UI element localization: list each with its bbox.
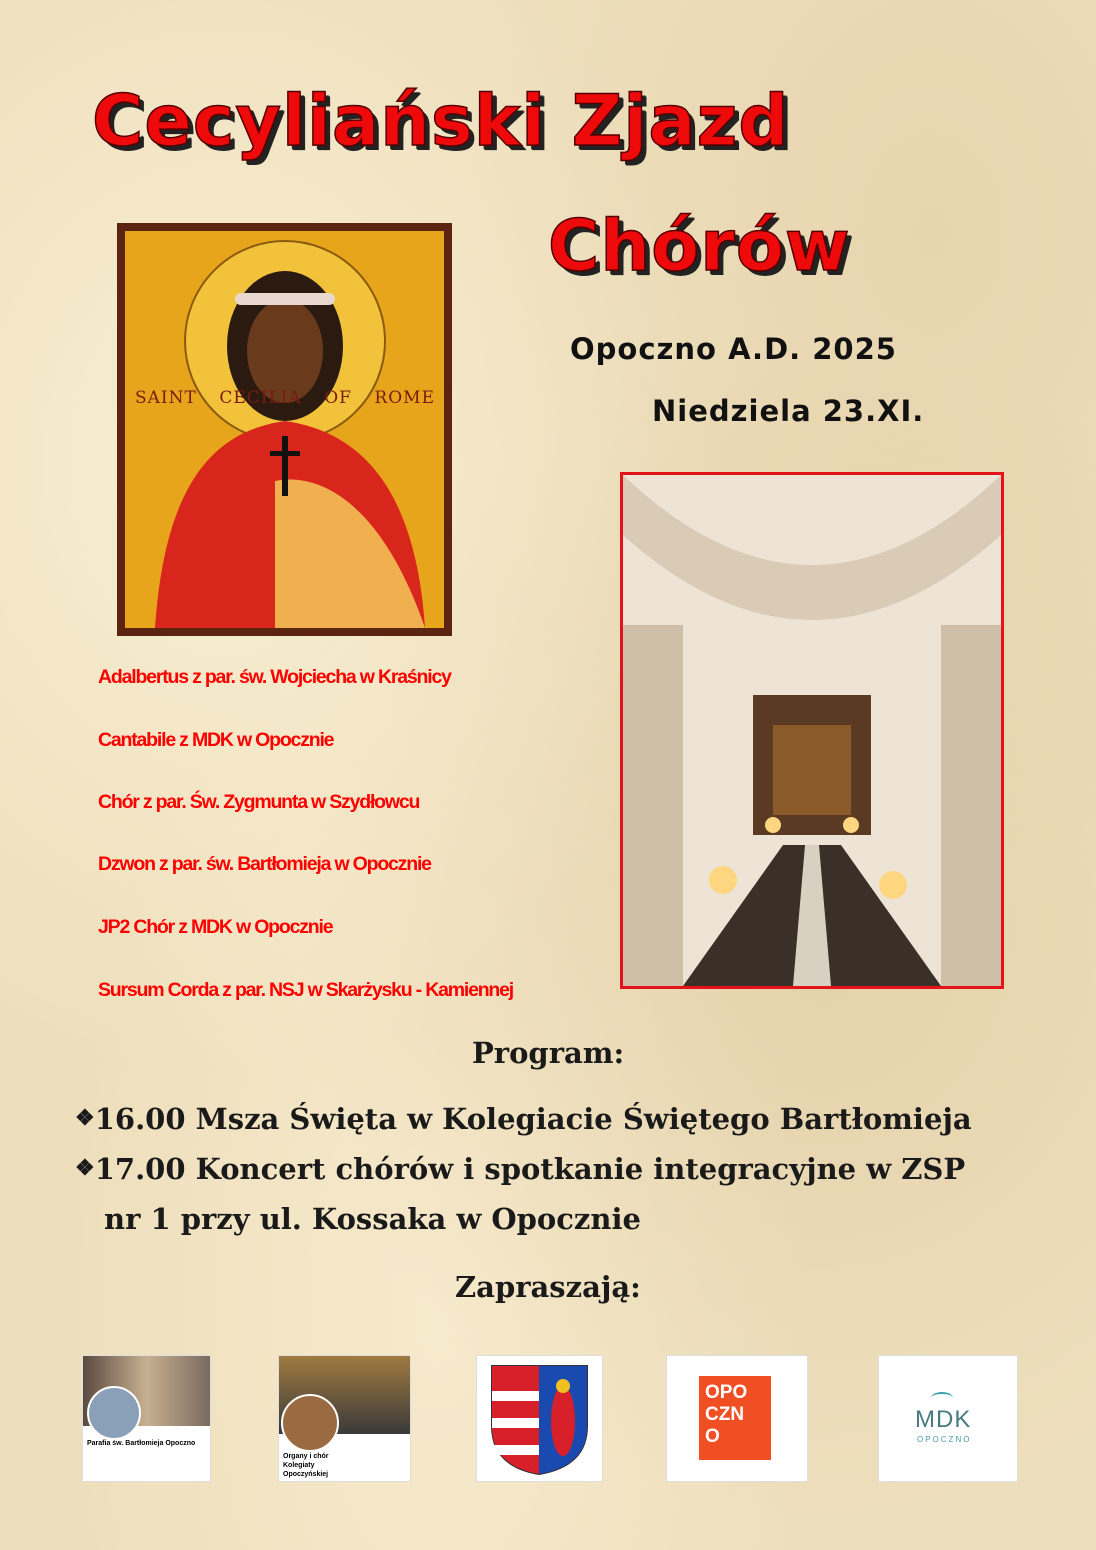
program-heading: Program: xyxy=(472,1036,625,1070)
opoczno-city-logo xyxy=(666,1355,808,1482)
coat-of-arms-logo xyxy=(476,1355,603,1482)
choir-item: Dzwon z par. św. Bartłomieja w Opocznie xyxy=(98,853,431,875)
program-item xyxy=(75,1152,965,1186)
bird-icon xyxy=(931,1392,953,1404)
choir-item: Cantabile z MDK w Opocznie xyxy=(98,729,334,751)
parish-logo-text: Parafia św. Bartłomieja Opoczno xyxy=(87,1440,196,1447)
place-year: Opoczno A.D. 2025 xyxy=(570,332,897,366)
mdk-opoczno-logo xyxy=(878,1355,1018,1482)
opoczno-logo-line: O xyxy=(705,1426,720,1447)
invite-heading: Zapraszają: xyxy=(455,1270,641,1304)
organ-choir-facebook-logo xyxy=(278,1355,411,1482)
choir-item: Chór z par. Św. Zygmunta w Szydłowcu xyxy=(98,791,420,813)
title-line2: Chórów xyxy=(548,205,851,287)
bullet-icon: ❖ xyxy=(75,1155,95,1181)
saint-cecilia-icon-image xyxy=(117,223,452,636)
title-line1: Cecyliański Zjazd xyxy=(92,80,790,162)
mdk-logo-subtext: OPOCZNO xyxy=(917,1435,972,1444)
choir-item: Sursum Corda z par. NSJ w Skarżysku - Kamiennej xyxy=(98,979,514,1001)
mdk-logo-text: MDK xyxy=(915,1406,972,1433)
opoczno-logo-line: OPO xyxy=(705,1382,748,1403)
program-item-text: 17.00 Koncert chórów i spotkanie integracyjne w ZSP xyxy=(94,1152,966,1186)
program-item xyxy=(75,1102,972,1136)
event-date: Niedziela 23.XI. xyxy=(652,394,925,428)
choir-item: Adalbertus z par. św. Wojciecha w Kraśnicy xyxy=(98,666,451,688)
bullet-icon: ❖ xyxy=(75,1105,95,1131)
opoczno-logo-line: CZN xyxy=(705,1404,745,1425)
program-item-continued: nr 1 przy ul. Kossaka w Opocznie xyxy=(104,1202,641,1236)
icon-lettering: SAINT CECILIA OF ROME xyxy=(135,388,435,408)
organ-choir-logo-text: Organy i chór Kolegiaty Opoczyńskiej xyxy=(283,1453,329,1478)
choir-item: JP2 Chór z MDK w Opocznie xyxy=(98,916,333,938)
program-item-text: 16.00 Msza Święta w Kolegiacie Świętego Bartłomieja xyxy=(94,1102,972,1136)
church-interior-photo xyxy=(620,472,1004,989)
parish-facebook-logo xyxy=(82,1355,211,1482)
